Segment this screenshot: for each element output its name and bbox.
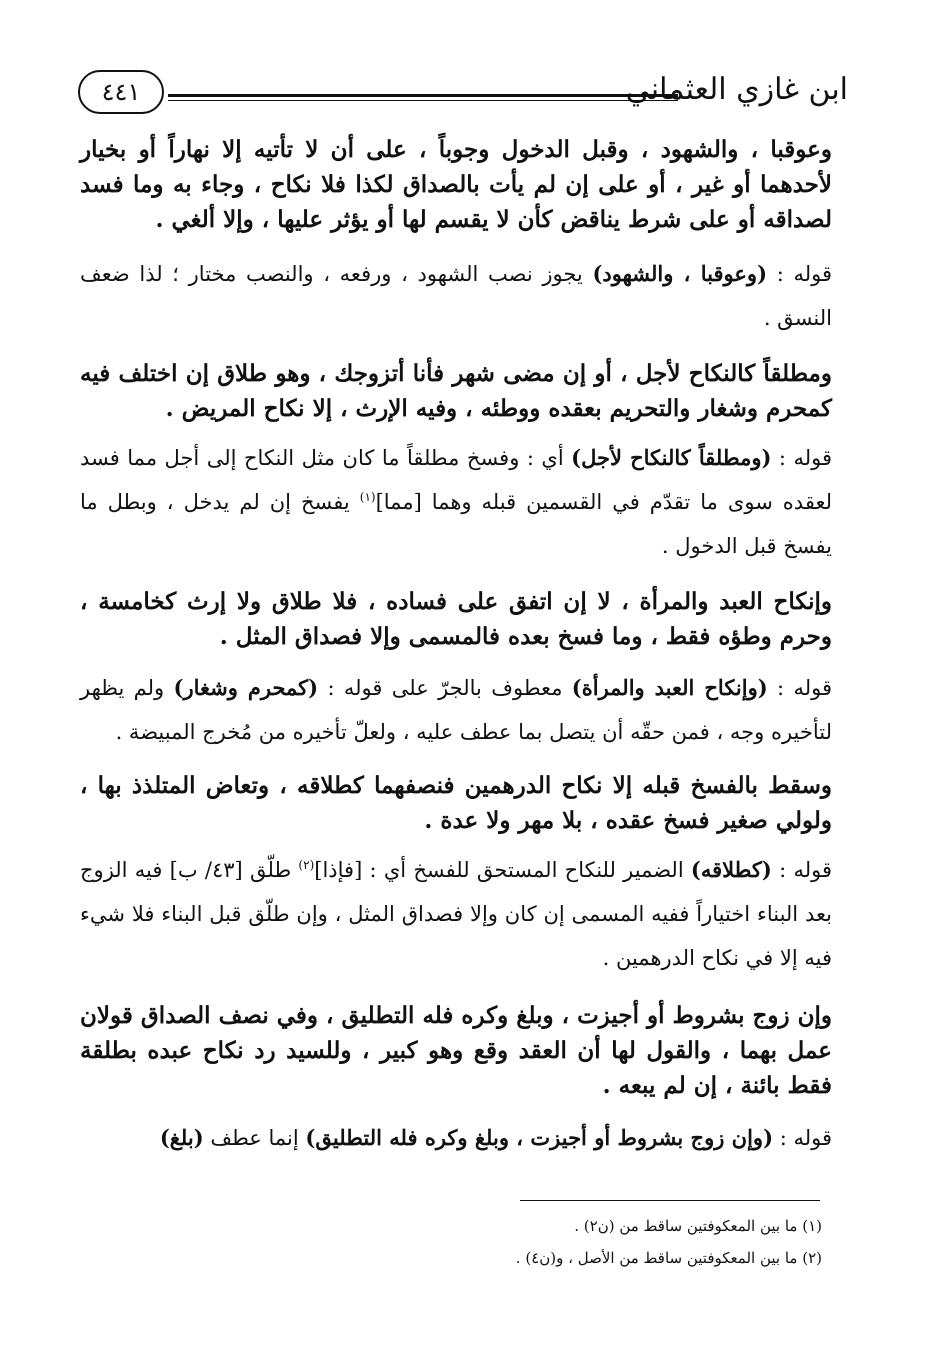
footnote-marker-1[interactable]: (١) (359, 490, 376, 504)
commentary-paragraph-5 (80, 1116, 832, 1160)
matn-paragraph-5 (80, 998, 832, 1103)
commentary-text: إنما عطف (203, 1126, 306, 1150)
matn-paragraph-4 (80, 768, 832, 838)
commentary-prefix: قوله : (767, 676, 832, 700)
commentary-prefix: قوله : (771, 446, 832, 470)
matn-text: ومطلقاً كالنكاح لأجل ، أو إن مضى شهر فأنا أتزوجك ، وهو طلاق إن اختلف فيه كمحرم وشغار والتحريم بعقده ووطئه ، وفيه الإرث ، إلا نكاح المريض . (80, 360, 832, 422)
commentary-quote: (وإنكاح العبد والمرأة) (571, 675, 768, 700)
running-header (78, 70, 848, 122)
commentary-quote: (كطلاقه) (690, 857, 772, 882)
header-rule-thick (168, 94, 678, 97)
footnote-1: (١) ما بين المعكوفتين ساقط من (ن٢) . (574, 1217, 822, 1235)
commentary-paragraph-3 (80, 666, 832, 754)
matn-paragraph-3 (80, 584, 832, 654)
header-title: ابن غازي العثماني (625, 72, 848, 107)
header-rule-thin (168, 100, 678, 101)
commentary-text: معطوف بالجرّ على قوله : (318, 676, 572, 700)
page-number-badge: ٤٤١ (78, 70, 164, 114)
commentary-quote-2: (كمحرم وشغار) (173, 675, 319, 700)
commentary-text: الضمير للنكاح المستحق للفسخ أي : [فإذا] (314, 858, 691, 882)
matn-paragraph-2 (80, 356, 832, 426)
commentary-quote-2: (بلغ) (159, 1125, 204, 1150)
footnote-2: (٢) ما بين المعكوفتين ساقط من الأصل ، و(ن٤) . (515, 1249, 822, 1267)
commentary-prefix: قوله : (771, 858, 832, 882)
commentary-quote: (وعوقبا ، والشهود) (592, 261, 768, 286)
commentary-prefix: قوله : (773, 1126, 832, 1150)
matn-text: وإنكاح العبد والمرأة ، لا إن اتفق على فساده ، فلا طلاق ولا إرث كخامسة ، وحرم وطؤه فقط ، وما فسخ بعده فالمسمى وإلا فصداق المثل . (80, 588, 832, 650)
commentary-paragraph-4 (80, 848, 832, 980)
matn-paragraph-1 (80, 132, 832, 237)
footnotes (80, 1210, 822, 1274)
commentary-text: أي : وفسخ مطلقاً ما كان مثل النكاح إلى أجل مما فسد لعقده سوى ما تقدّم في القسمين قبله وهما [مما] (80, 446, 832, 514)
commentary-paragraph-2 (80, 436, 832, 568)
footnote-marker-2[interactable]: (٢) (298, 858, 315, 872)
commentary-paragraph-1 (80, 252, 832, 340)
matn-text: وعوقبا ، والشهود ، وقبل الدخول وجوباً ، على أن لا تأتيه إلا نهاراً أو بخيار لأحدهما أو غير ، أو على إن لم يأت بالصداق لكذا فلا نكاح ، وجاء به وما فسد لصداقه أو على شرط يناقض كأن لا يقسم لها أو يؤثر عليها ، وإلا ألغي . (80, 136, 832, 233)
commentary-text-continued: ولم يظهر لتأخيره وجه ، فمن حقّه أن يتصل بما عطف عليه ، ولعلّ تأخيره من مُخرج المبيضة . (80, 676, 832, 744)
commentary-text: يجوز نصب الشهود ، ورفعه ، والنصب مختار ؛ لذا ضعف النسق . (80, 262, 832, 330)
commentary-text-continued: طلّق [٤٣/ ب] فيه الزوج بعد البناء اختياراً ففيه المسمى إن كان وإلا فصداق المثل ، وإن طلّق قبل البناء فلا شيء فيه إلا في نكاح الدرهمين . (80, 858, 832, 970)
footnote-separator (520, 1200, 820, 1201)
matn-text: وإن زوج بشروط أو أجيزت ، وبلغ وكره فله التطليق ، وفي نصف الصداق قولان عمل بهما ، والقول لها أن العقد وقع وهو كبير ، وللسيد رد نكاح عبده بطلقة فقط بائنة ، إن لم يبعه . (80, 1002, 832, 1099)
commentary-prefix: قوله : (767, 262, 832, 286)
commentary-quote: (ومطلقاً كالنكاح لأجل) (571, 445, 772, 470)
commentary-quote: (وإن زوج بشروط أو أجيزت ، وبلغ وكره فله التطليق) (305, 1125, 774, 1150)
matn-text: وسقط بالفسخ قبله إلا نكاح الدرهمين فنصفهما كطلاقه ، وتعاض المتلذذ بها ، ولولي صغير فسخ عقده ، بلا مهر ولا عدة . (80, 772, 832, 834)
commentary-text-continued: يفسخ إن لم يدخل ، وبطل ما يفسخ قبل الدخول . (80, 490, 832, 558)
